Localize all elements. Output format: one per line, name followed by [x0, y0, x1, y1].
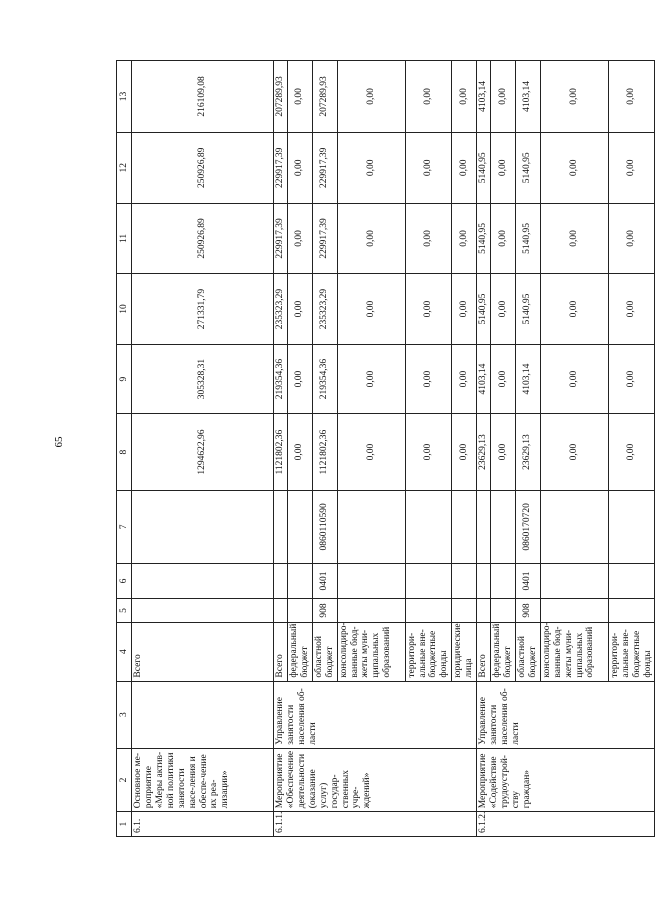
row-code: 6.1.2. — [477, 812, 655, 837]
row-source: юридические лица — [452, 622, 477, 681]
row-source: Всего — [132, 622, 274, 681]
row-executor: Управление занятости населения об-ласти — [477, 681, 655, 748]
value-cell: 0,00 — [491, 274, 516, 345]
row-source: территори-альные вне-бюджетные фонды — [405, 622, 452, 681]
value-cell: 23629,13 — [477, 414, 491, 491]
value-cell: 0,00 — [337, 203, 405, 274]
header-cell: 5 — [117, 599, 132, 623]
value-cell: 0,00 — [287, 344, 312, 413]
value-cell: 5140,95 — [477, 132, 491, 203]
row-source: федеральный бюджет — [491, 622, 516, 681]
value-cell: 1121802,36 — [312, 414, 337, 491]
header-cell: 4 — [117, 622, 132, 681]
table-row: областной бюджет 908 0401 0860110590 1121802,36 219354,36 235323,29 229917,39 229917,39 207289,93 — [312, 61, 337, 837]
row-name: Мероприятие «Содействие трудоустрой-ству граждан» — [477, 748, 655, 812]
value-cell: 0,00 — [491, 203, 516, 274]
value-cell: 235323,29 — [312, 274, 337, 345]
value-cell: 0,00 — [337, 274, 405, 345]
value-cell: 5140,95 — [515, 203, 540, 274]
value-cell: 0,00 — [452, 132, 477, 203]
value-cell: 0,00 — [287, 414, 312, 491]
value-cell: 23629,13 — [515, 414, 540, 491]
value-cell: 0,00 — [540, 61, 608, 133]
table-row — [132, 61, 274, 837]
row-executor — [132, 681, 274, 748]
value-cell: 0,00 — [491, 61, 516, 133]
row-source: консолидиро-ванные бюд-жеты муни-ципальных образований — [337, 622, 405, 681]
row-source: федеральный бюджет — [287, 622, 312, 681]
value-cell: 0,00 — [287, 203, 312, 274]
value-cell: 4103,14 — [477, 61, 491, 133]
row-executor: Управление занятости населения об-ласти — [274, 681, 477, 748]
header-cell: 10 — [117, 274, 132, 345]
table-row — [477, 61, 491, 837]
value-cell: 0,00 — [405, 274, 452, 345]
value-cell: 0,00 — [337, 61, 405, 133]
value-cell: 0,00 — [608, 203, 655, 274]
header-cell: 8 — [117, 414, 132, 491]
header-cell: 3 — [117, 681, 132, 748]
value-cell: 0,00 — [491, 132, 516, 203]
value-cell: 0,00 — [540, 274, 608, 345]
value-cell: 0,00 — [452, 61, 477, 133]
row-source: областной бюджет — [312, 622, 337, 681]
value-cell: 5140,95 — [515, 132, 540, 203]
value-cell: 4103,14 — [477, 344, 491, 413]
value-cell: 0,00 — [540, 203, 608, 274]
value-cell: 207289,93 — [312, 61, 337, 133]
value-cell: 229917,39 — [274, 132, 288, 203]
value-cell: 305328,31 — [132, 344, 274, 413]
header-cell: 13 — [117, 61, 132, 133]
row-name: Основное ме-роприятие «Меры актив-ной политики занятости насе-ления и обеспе-чение их реа-лизации» — [132, 748, 274, 812]
value-cell: 219354,36 — [312, 344, 337, 413]
value-cell: 0,00 — [540, 132, 608, 203]
header-cell: 12 — [117, 132, 132, 203]
row-source: консолидиро-ванные бюд-жеты муни-ципальных образований — [540, 622, 608, 681]
page-number: 65 — [53, 436, 65, 448]
value-cell: 0,00 — [405, 61, 452, 133]
value-cell: 0,00 — [405, 414, 452, 491]
value-cell: 0,00 — [491, 344, 516, 413]
value-cell: 0,00 — [608, 61, 655, 133]
row-code: 6.1.1. — [274, 812, 477, 837]
value-cell: 5140,95 — [477, 203, 491, 274]
header-cell: 6 — [117, 563, 132, 598]
value-cell: 0,00 — [405, 344, 452, 413]
value-cell: 229917,39 — [312, 203, 337, 274]
value-cell: 4103,14 — [515, 344, 540, 413]
header-cell: 9 — [117, 344, 132, 413]
row-source: Всего — [477, 622, 491, 681]
value-cell: 0,00 — [452, 203, 477, 274]
value-cell: 0,00 — [337, 344, 405, 413]
value-cell: 0,00 — [540, 344, 608, 413]
value-cell: 4103,14 — [515, 61, 540, 133]
row-name: Мероприятие «Обеспечение деятельности (оказание услуг) государ-ственных учре-ждений» — [274, 748, 477, 812]
budget-table — [116, 60, 655, 837]
value-cell: 1294622,96 — [132, 414, 274, 491]
value-cell: 5140,95 — [477, 274, 491, 345]
row-code: 6.1. — [132, 812, 274, 837]
value-cell: 0,00 — [452, 414, 477, 491]
value-cell: 229917,39 — [312, 132, 337, 203]
value-cell: 0,00 — [337, 132, 405, 203]
rotated-table-container — [116, 60, 653, 837]
value-cell: 0,00 — [405, 132, 452, 203]
value-cell: 0,00 — [540, 414, 608, 491]
value-cell: 0,00 — [452, 274, 477, 345]
row-source: территори-альные вне-бюджетные фонды — [608, 622, 655, 681]
value-cell: 235323,29 — [274, 274, 288, 345]
value-cell: 207289,93 — [274, 61, 288, 133]
value-cell: 0,00 — [608, 414, 655, 491]
header-row — [117, 61, 132, 837]
header-cell: 1 — [117, 812, 132, 837]
header-cell: 11 — [117, 203, 132, 274]
header-cell: 7 — [117, 490, 132, 563]
value-cell: 271331,79 — [132, 274, 274, 345]
value-cell: 0,00 — [405, 203, 452, 274]
value-cell: 0,00 — [287, 274, 312, 345]
table-row — [274, 61, 288, 837]
value-cell: 229917,39 — [274, 203, 288, 274]
value-cell: 0,00 — [287, 132, 312, 203]
row-source: областной бюджет — [515, 622, 540, 681]
value-cell: 250926,89 — [132, 203, 274, 274]
value-cell: 250926,89 — [132, 132, 274, 203]
value-cell: 0,00 — [608, 344, 655, 413]
value-cell: 0,00 — [491, 414, 516, 491]
value-cell: 5140,95 — [515, 274, 540, 345]
value-cell: 0,00 — [452, 344, 477, 413]
value-cell: 0,00 — [608, 274, 655, 345]
value-cell: 0,00 — [608, 132, 655, 203]
row-source: Всего — [274, 622, 288, 681]
value-cell: 0,00 — [287, 61, 312, 133]
value-cell: 216109,08 — [132, 61, 274, 133]
header-cell: 2 — [117, 748, 132, 812]
table-row: областной бюджет 908 0401 0860170720 23629,13 4103,14 5140,95 5140,95 5140,95 4103,14 — [515, 61, 540, 837]
value-cell: 0,00 — [337, 414, 405, 491]
value-cell: 1121802,36 — [274, 414, 288, 491]
value-cell: 219354,36 — [274, 344, 288, 413]
